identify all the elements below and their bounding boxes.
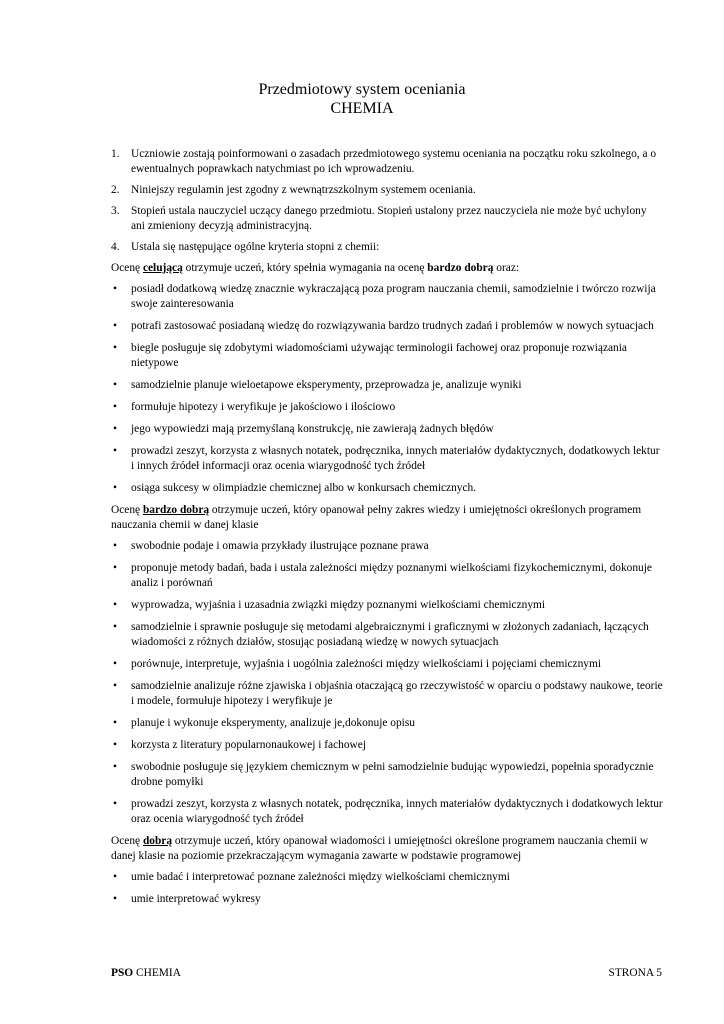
intro-mid: otrzymuje uczeń, który spełnia wymagania na ocenę bbox=[182, 262, 428, 274]
bullet-icon: • bbox=[113, 893, 117, 905]
item-text: Ustala się następujące ogólne kryteria stopni z chemii: bbox=[131, 241, 380, 253]
grade-name: dobrą bbox=[142, 835, 173, 847]
criteria-text: swobodnie podaje i omawia przykłady ilustrujące poznane prawa bbox=[131, 540, 429, 552]
document-body bbox=[111, 147, 663, 914]
bullet-icon: • bbox=[113, 283, 117, 295]
intro-post: otrzymuje uczeń, który opanował pełny zakres wiedzy i umiejętności określonych programem nauczania chemii w danej klasie bbox=[111, 504, 642, 531]
intro-pre: Ocenę bbox=[111, 835, 143, 847]
criteria-item bbox=[111, 341, 663, 371]
criteria-text: porównuje, interpretuje, wyjaśnia i uogólnia zależności między wielkościami i pojęciami chemicznymi bbox=[131, 658, 602, 670]
criteria-text: samodzielnie planuje wieloetapowe eksperymenty, przeprowadza je, analizuje wyniki bbox=[131, 379, 522, 391]
criteria-item bbox=[111, 598, 663, 613]
footer-document-name bbox=[111, 966, 181, 981]
bullet-icon: • bbox=[113, 401, 117, 413]
criteria-item bbox=[111, 679, 663, 709]
bullet-icon: • bbox=[113, 562, 117, 574]
bullet-icon: • bbox=[113, 658, 117, 670]
criteria-item bbox=[111, 400, 663, 415]
item-text: Niniejszy regulamin jest zgodny z wewnątrzszkolnym systemem oceniania. bbox=[131, 184, 476, 196]
numbered-item bbox=[111, 147, 663, 177]
item-number: 1. bbox=[111, 148, 120, 160]
criteria-list-bardzo-dobra bbox=[111, 539, 663, 827]
document-title bbox=[0, 80, 724, 118]
criteria-item bbox=[111, 716, 663, 731]
criteria-item bbox=[111, 892, 663, 907]
criteria-item bbox=[111, 444, 663, 474]
footer-abbrev: PSO bbox=[111, 967, 134, 979]
intro-post: otrzymuje uczeń, który opanował wiadomości i umiejętności określone programem nauczania chemii w danej klasie na poziomie przekraczającym wymagania zawarte w podstawie programowej bbox=[111, 835, 649, 862]
bullet-icon: • bbox=[113, 423, 117, 435]
criteria-text: jego wypowiedzi mają przemyślaną konstrukcję, nie zawierają żadnych błędów bbox=[131, 423, 494, 435]
criteria-text: korzysta z literatury popularnonaukowej i fachowej bbox=[131, 739, 367, 751]
criteria-item bbox=[111, 422, 663, 437]
bullet-icon: • bbox=[113, 761, 117, 773]
item-text: Stopień ustala nauczyciel uczący danego przedmiotu. Stopień ustalony przez nauczyciela nie może być uchylony ani zmieniony decyzją administracyjną. bbox=[131, 205, 647, 232]
criteria-text: umie interpretować wykresy bbox=[131, 893, 261, 905]
grade-name: celującą bbox=[142, 262, 183, 274]
criteria-text: formułuje hipotezy i weryfikuje je jakościowo i ilościowo bbox=[131, 401, 396, 413]
grade-reference: bardzo dobrą bbox=[427, 262, 494, 274]
title-line-1: Przedmiotowy system oceniania bbox=[258, 81, 466, 98]
criteria-item bbox=[111, 797, 663, 827]
bullet-icon: • bbox=[113, 798, 117, 810]
criteria-text: prowadzi zeszyt, korzysta z własnych notatek, podręcznika, innych materiałów dydaktycznych i dodatkowych lektur oraz ocenia wiarygodność tych źródeł bbox=[131, 798, 663, 825]
numbered-item bbox=[111, 183, 663, 198]
bullet-icon: • bbox=[113, 482, 117, 494]
bullet-icon: • bbox=[113, 871, 117, 883]
criteria-item bbox=[111, 319, 663, 334]
criteria-item bbox=[111, 481, 663, 496]
criteria-item bbox=[111, 561, 663, 591]
criteria-list-dobra bbox=[111, 870, 663, 907]
bullet-icon: • bbox=[113, 445, 117, 457]
criteria-text: potrafi zastosować posiadaną wiedzę do rozwiązywania bardzo trudnych zadań i problemów w nowych sytuacjach bbox=[131, 320, 654, 332]
grade-name: bardzo dobrą bbox=[142, 504, 210, 516]
bullet-icon: • bbox=[113, 680, 117, 692]
criteria-item bbox=[111, 760, 663, 790]
criteria-text: umie badać i interpretować poznane zależności między wielkościami chemicznymi bbox=[131, 871, 510, 883]
criteria-text: samodzielnie i sprawnie posługuje się metodami algebraicznymi i graficznymi w złożonych zadaniach, łączących wiadomości z różnych działów, stosując posiadaną wiedzę w nowych sytuacjach bbox=[131, 621, 649, 648]
criteria-text: osiąga sukcesy w olimpiadzie chemicznej albo w konkursach chemicznych. bbox=[131, 482, 477, 494]
numbered-item bbox=[111, 240, 663, 255]
criteria-item bbox=[111, 378, 663, 393]
criteria-text: wyprowadza, wyjaśnia i uzasadnia związki między poznanymi wielkościami chemicznymi bbox=[131, 599, 546, 611]
grade-intro-bardzo-dobra bbox=[111, 503, 663, 533]
bullet-icon: • bbox=[113, 379, 117, 391]
criteria-item bbox=[111, 657, 663, 672]
criteria-item bbox=[111, 870, 663, 885]
bullet-icon: • bbox=[113, 540, 117, 552]
intro-pre: Ocenę bbox=[111, 504, 143, 516]
criteria-text: swobodnie posługuje się językiem chemicznym w pełni samodzielnie budując wypowiedzi, popełnia sporadycznie drobne pomyłki bbox=[131, 761, 654, 788]
bullet-icon: • bbox=[113, 599, 117, 611]
intro-pre: Ocenę bbox=[111, 262, 143, 274]
criteria-text: proponuje metody badań, bada i ustala zależności między poznanymi wielkościami fizykochemicznymi, dokonuje analiz i porównań bbox=[131, 562, 652, 589]
criteria-text: prowadzi zeszyt, korzysta z własnych notatek, podręcznika, innych materiałów dydaktycznych, dodatkowych lektur i innych źródeł informacji oraz ocenia wiarygodność tych źródeł bbox=[131, 445, 660, 472]
criteria-list-celujaca bbox=[111, 282, 663, 496]
bullet-icon: • bbox=[113, 320, 117, 332]
criteria-item bbox=[111, 738, 663, 753]
bullet-icon: • bbox=[113, 717, 117, 729]
grade-intro-dobra bbox=[111, 834, 663, 864]
criteria-item bbox=[111, 282, 663, 312]
numbered-item bbox=[111, 204, 663, 234]
item-text: Uczniowie zostają poinformowani o zasadach przedmiotowego systemu oceniania na początku roku szkolnego, a o ewentualnych poprawkach natychmiast po ich wprowadzeniu. bbox=[131, 148, 657, 175]
bullet-icon: • bbox=[113, 739, 117, 751]
criteria-item bbox=[111, 620, 663, 650]
grade-intro-celujaca bbox=[111, 261, 663, 276]
title-line-2: CHEMIA bbox=[330, 100, 394, 117]
criteria-text: biegle posługuje się zdobytymi wiadomościami używając terminologii fachowej oraz proponuje rozwiązania nietypowe bbox=[131, 342, 627, 369]
bullet-icon: • bbox=[113, 621, 117, 633]
item-number: 2. bbox=[111, 184, 120, 196]
intro-post: oraz: bbox=[493, 262, 520, 274]
footer-subject: CHEMIA bbox=[133, 967, 181, 979]
criteria-text: posiadł dodatkową wiedzę znacznie wykraczającą poza program nauczania chemii, samodzielnie i twórczo rozwija swoje zainteresowania bbox=[131, 283, 656, 310]
criteria-text: samodzielnie analizuje różne zjawiska i objaśnia otaczającą go rzeczywistość w oparciu o podstawy naukowe, teorie i modele, formułuje hipotezy i weryfikuje je bbox=[131, 680, 663, 707]
bullet-icon: • bbox=[113, 342, 117, 354]
numbered-list bbox=[111, 147, 663, 255]
item-number: 4. bbox=[111, 241, 120, 253]
page-number: STRONA 5 bbox=[608, 967, 662, 979]
criteria-item bbox=[111, 539, 663, 554]
criteria-text: planuje i wykonuje eksperymenty, analizuje je,dokonuje opisu bbox=[131, 717, 415, 729]
item-number: 3. bbox=[111, 205, 120, 217]
